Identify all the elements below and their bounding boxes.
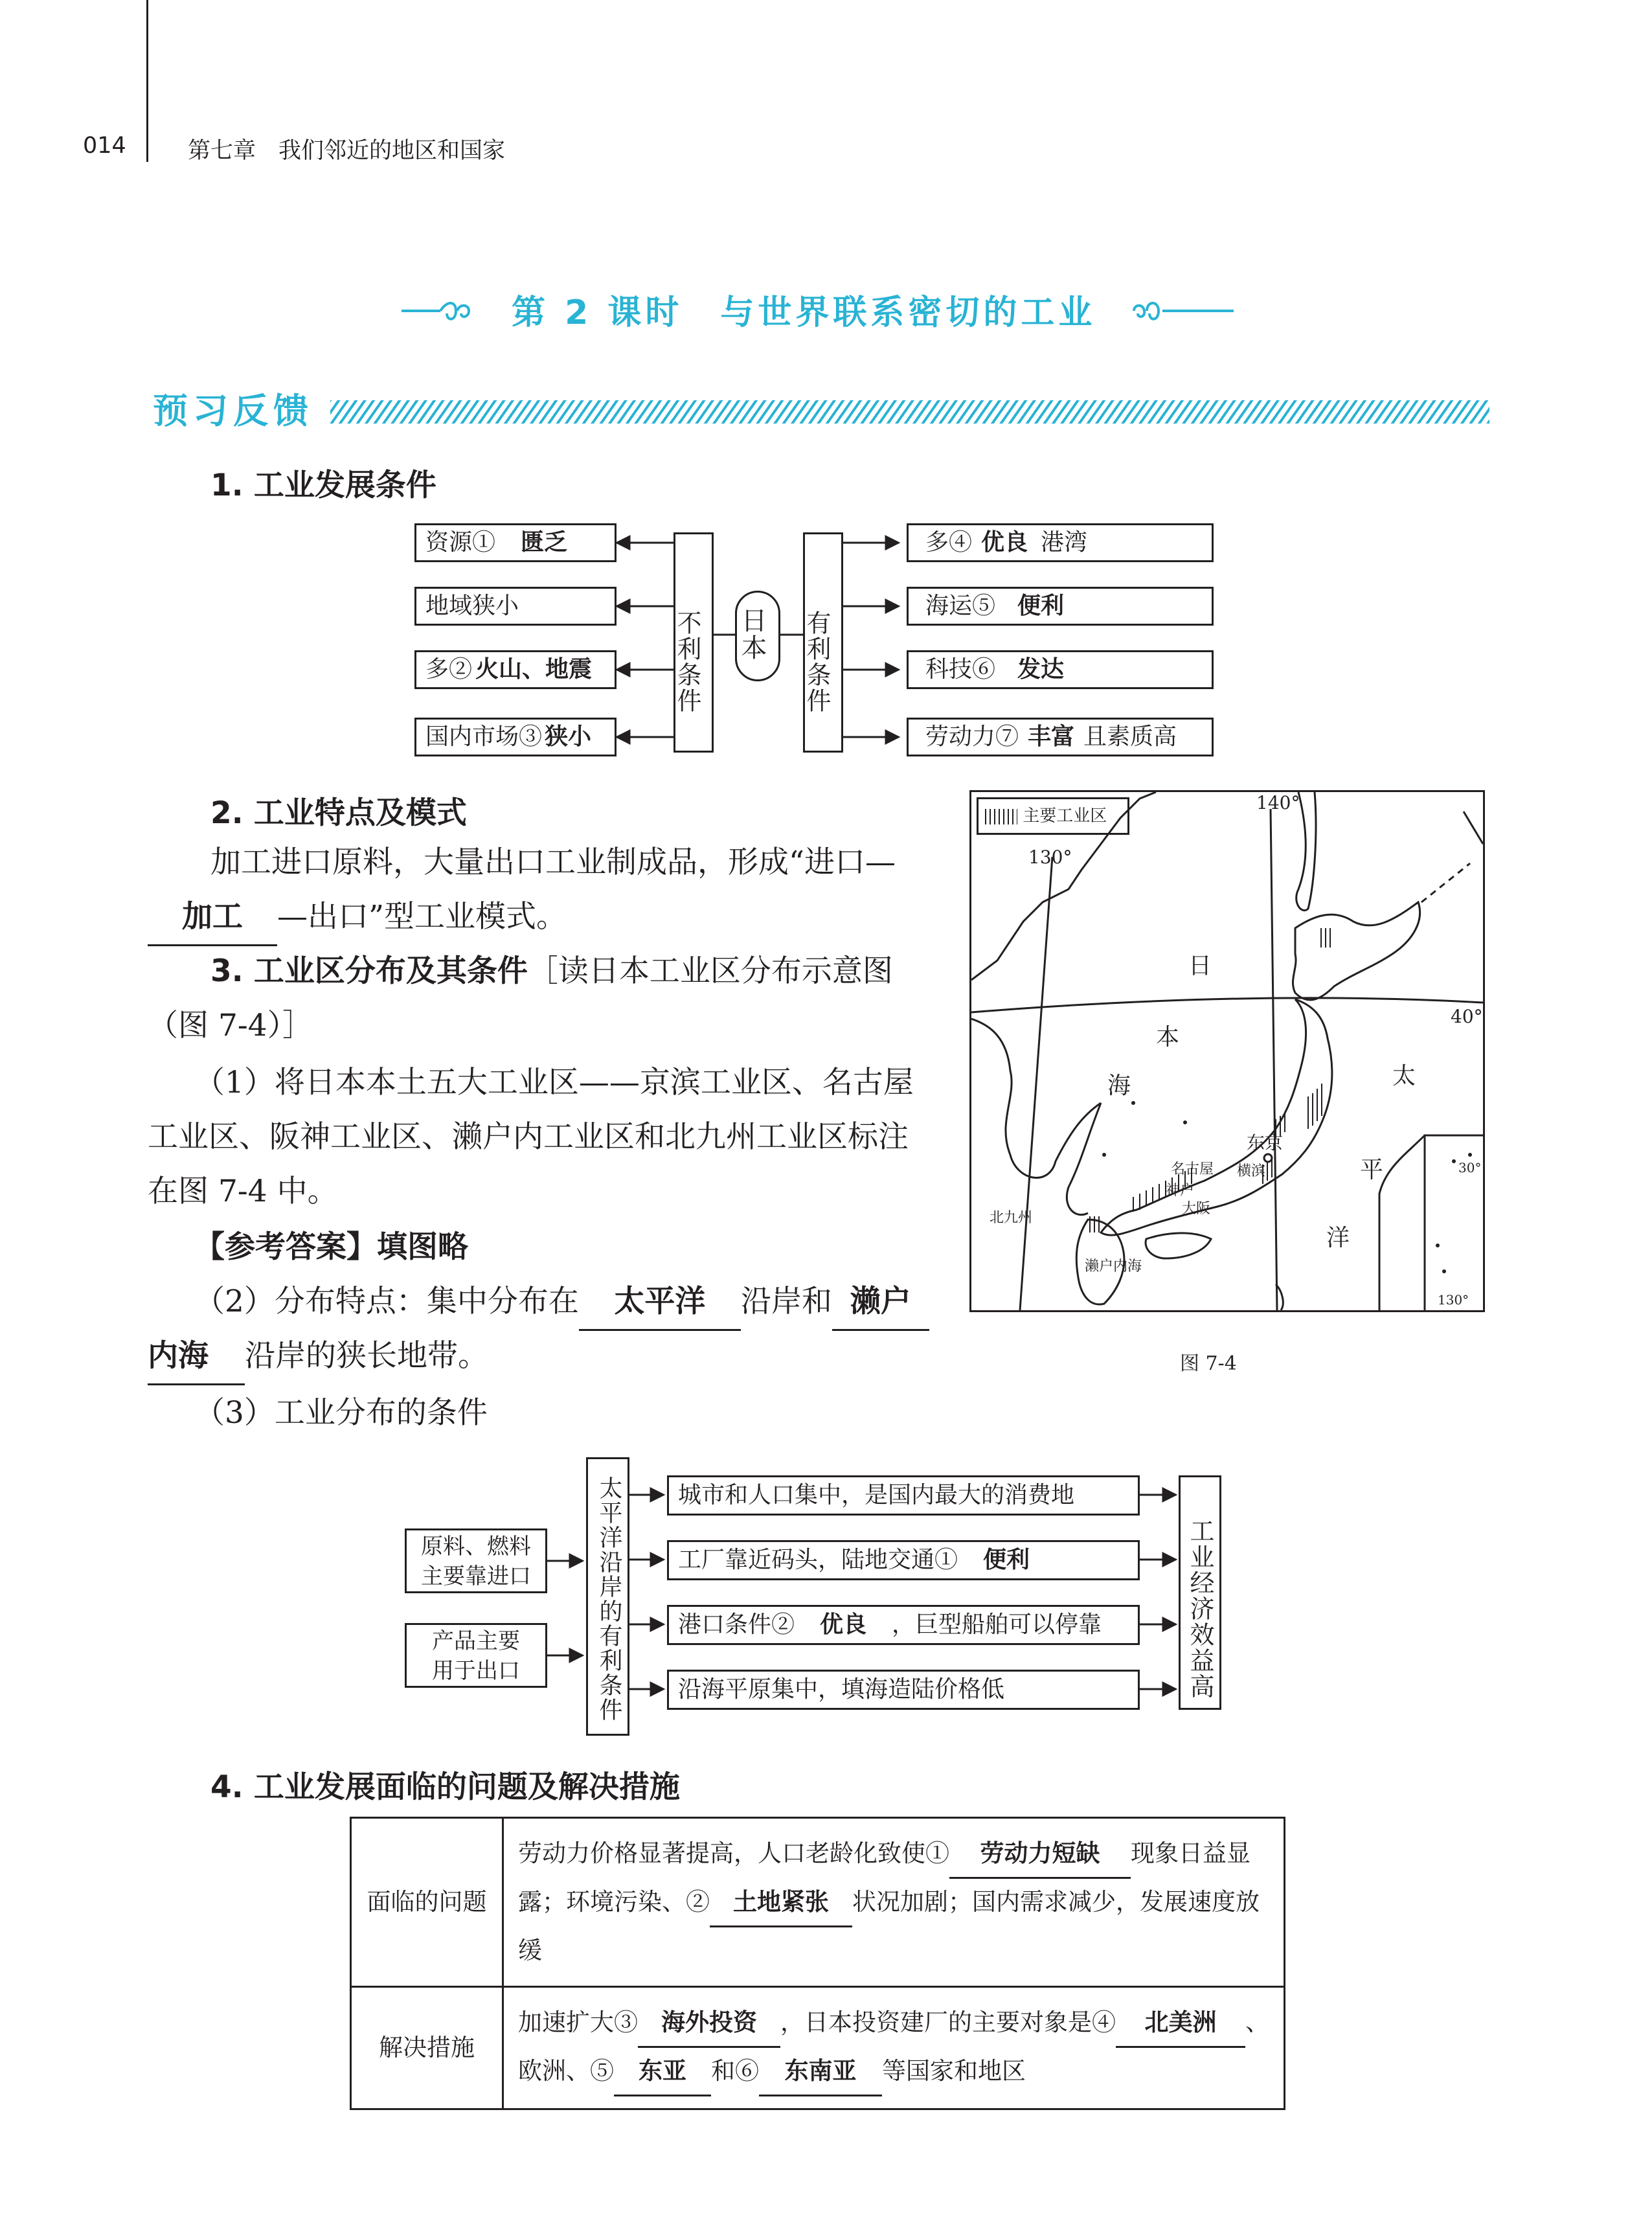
chapter-title: 第七章 我们邻近的地区和国家 <box>188 138 506 164</box>
row-label-solutions: 解决措施 <box>351 1987 503 2109</box>
q4-heading: 4. 工业发展面临的问题及解决措施 <box>210 1769 680 1805</box>
flow-answer-2: 优良 <box>795 1607 892 1645</box>
conditions-flow-diagram <box>402 1457 1230 1742</box>
header-vertical-rule <box>146 0 148 162</box>
q2-heading: 2. 工业特点及模式 <box>210 795 467 831</box>
map-drawing <box>971 792 1483 1310</box>
map-label-sea-1: 日 <box>1188 953 1212 979</box>
q3-answer-pacific: 太平洋 <box>579 1275 741 1331</box>
q1-heading: 1. 工业发展条件 <box>210 468 436 503</box>
q1-left-item-4: 国内市场③ 狭小 <box>414 718 617 756</box>
problems-solutions-table <box>350 1817 1285 2110</box>
q1-right-item-1: 多④ 优良 港湾 <box>907 523 1214 562</box>
map-label-sea-3: 海 <box>1107 1073 1131 1099</box>
map-label-ocean-3: 洋 <box>1326 1225 1350 1251</box>
map-caption: 图 7-4 <box>1180 1352 1237 1375</box>
q1-left-label: 不利条件 <box>673 532 714 753</box>
map-city-yokohama: 横滨 <box>1237 1163 1266 1179</box>
map-city-kobe: 神户 <box>1166 1183 1195 1199</box>
flow-answer-1: 便利 <box>958 1542 1055 1580</box>
q1-right-item-3: 科技⑥ 发达 <box>907 650 1214 689</box>
q4-answer-3: 海外投资 <box>638 1999 780 2048</box>
flow-condition-3: 港口条件② 优良 ，巨型船舶可以停靠 <box>667 1605 1140 1645</box>
q3-answer-seto-a: 濑户 <box>832 1275 929 1331</box>
japan-industry-map <box>969 790 1485 1312</box>
flow-input-exports: 产品主要用于出口 <box>405 1623 547 1688</box>
flow-input-materials: 原料、燃料主要靠进口 <box>405 1528 547 1593</box>
flow-condition-2: 工厂靠近码头，陆地交通① 便利 <box>667 1540 1140 1580</box>
q3-reference-answer: 【参考答案】填图略 <box>194 1229 468 1265</box>
q3-sub2-line1: （2）分布特点：集中分布在 太平洋 沿岸和 濑户 <box>194 1275 958 1331</box>
q1-answer-5: 便利 <box>995 589 1086 626</box>
section-hatch-bar <box>330 400 1489 424</box>
q3-answer-seto-b: 内海 <box>148 1329 245 1385</box>
map-lat-30: 30° <box>1458 1160 1482 1175</box>
q1-left-item-2: 地域狭小 <box>414 587 617 626</box>
flow-condition-1: 城市和人口集中，是国内最大的消费地 <box>667 1475 1140 1516</box>
q1-right-label: 有利条件 <box>803 532 843 753</box>
map-city-nagoya: 名古屋 <box>1171 1161 1214 1177</box>
title-ornament-left <box>402 297 473 325</box>
map-lon-130-top: 130° <box>1028 846 1072 868</box>
title-ornament-right <box>1130 297 1234 325</box>
map-legend: 主要工业区 <box>977 797 1129 835</box>
q1-answer-6: 发达 <box>995 652 1086 689</box>
map-lon-130-bottom: 130° <box>1438 1292 1469 1308</box>
q4-answer-4: 北美洲 <box>1116 1999 1245 2048</box>
q4-answer-5: 东亚 <box>614 2048 711 2096</box>
q1-answer-7: 丰富 <box>1019 720 1083 756</box>
q1-answer-4: 优良 <box>972 525 1037 562</box>
flow-result: 工业经济效益高 <box>1179 1475 1221 1710</box>
flow-middle-label: 太平洋沿岸的有利条件 <box>586 1457 629 1736</box>
q3-sub2-line2: 内海 沿岸的狭长地带。 <box>148 1329 488 1385</box>
q3-sub1-line3: 在图 7-4 中。 <box>148 1174 338 1209</box>
q3-sub3: （3）工业分布的条件 <box>194 1395 488 1431</box>
table-row <box>351 1818 1285 1987</box>
lesson-title: 第 2 课时 与世界联系密切的工业 <box>512 293 1096 332</box>
q4-answer-2: 土地紧张 <box>710 1879 852 1927</box>
q4-answer-1: 劳动力短缺 <box>949 1830 1131 1879</box>
section-title: 预习反馈 <box>153 391 313 431</box>
problems-content: 劳动力价格显著提高，人口老龄化致使① 劳动力短缺 现象日益显 露；环境污染、② 土地紧张 状况加剧；国内需求减少，发展速度放缓 <box>503 1818 1285 1987</box>
flow-condition-4: 沿海平原集中，填海造陆价格低 <box>667 1670 1140 1710</box>
map-label-ocean-1: 太 <box>1392 1063 1416 1089</box>
row-label-problems: 面临的问题 <box>351 1818 503 1987</box>
map-lon-140: 140° <box>1256 792 1300 813</box>
map-seto-inland-sea: 濑户内海 <box>1085 1258 1142 1275</box>
q4-answer-6: 东南亚 <box>759 2048 882 2096</box>
q1-center-japan: 日本 <box>735 591 780 681</box>
q1-answer-3: 狭小 <box>542 720 594 756</box>
q3-heading-line: 3. 工业区分布及其条件［读日本工业区分布示意图 <box>210 953 893 989</box>
page-number: 014 <box>83 133 126 159</box>
q3-heading-line2: （图 7-4）］ <box>148 1008 313 1043</box>
q1-answer-1: 匮乏 <box>495 525 593 562</box>
map-label-sea-2: 本 <box>1156 1024 1180 1051</box>
q1-right-item-4: 劳动力⑦ 丰富 且素质高 <box>907 718 1214 756</box>
q2-answer: 加工 <box>148 890 277 946</box>
industrial-zone-hatch-icon <box>985 809 1017 824</box>
map-city-kitakyushu: 北九州 <box>990 1210 1033 1226</box>
map-city-tokyo: 东京 <box>1247 1132 1284 1153</box>
q3-sub1-line1: （1）将日本本土五大工业区——京滨工业区、名古屋 <box>194 1065 914 1100</box>
q1-left-item-3: 多② 火山、地震 <box>414 650 617 689</box>
q1-left-item-1: 资源① 匮乏 <box>414 523 617 562</box>
q1-answer-2: 火山、地震 <box>472 652 595 689</box>
solutions-content: 加速扩大③ 海外投资 ，日本投资建厂的主要对象是④ 北美洲 、 欧洲、⑤ 东亚 和⑥ 东南亚 等国家和地区 <box>503 1987 1285 2109</box>
q1-right-item-2: 海运⑤ 便利 <box>907 587 1214 626</box>
q2-text-line2: 加工 —出口”型工业模式。 <box>148 890 944 946</box>
q1-diagram <box>414 518 1217 764</box>
map-label-ocean-2: 平 <box>1360 1157 1384 1183</box>
map-city-osaka: 大阪 <box>1182 1201 1211 1217</box>
q3-sub1-line2: 工业区、阪神工业区、濑户内工业区和北九州工业区标注 <box>148 1119 909 1155</box>
q2-text-line1: 加工进口原料，大量出口工业制成品，形成“进口— <box>210 845 896 880</box>
table-row <box>351 1987 1285 2109</box>
map-lat-40: 40° <box>1451 1006 1483 1027</box>
